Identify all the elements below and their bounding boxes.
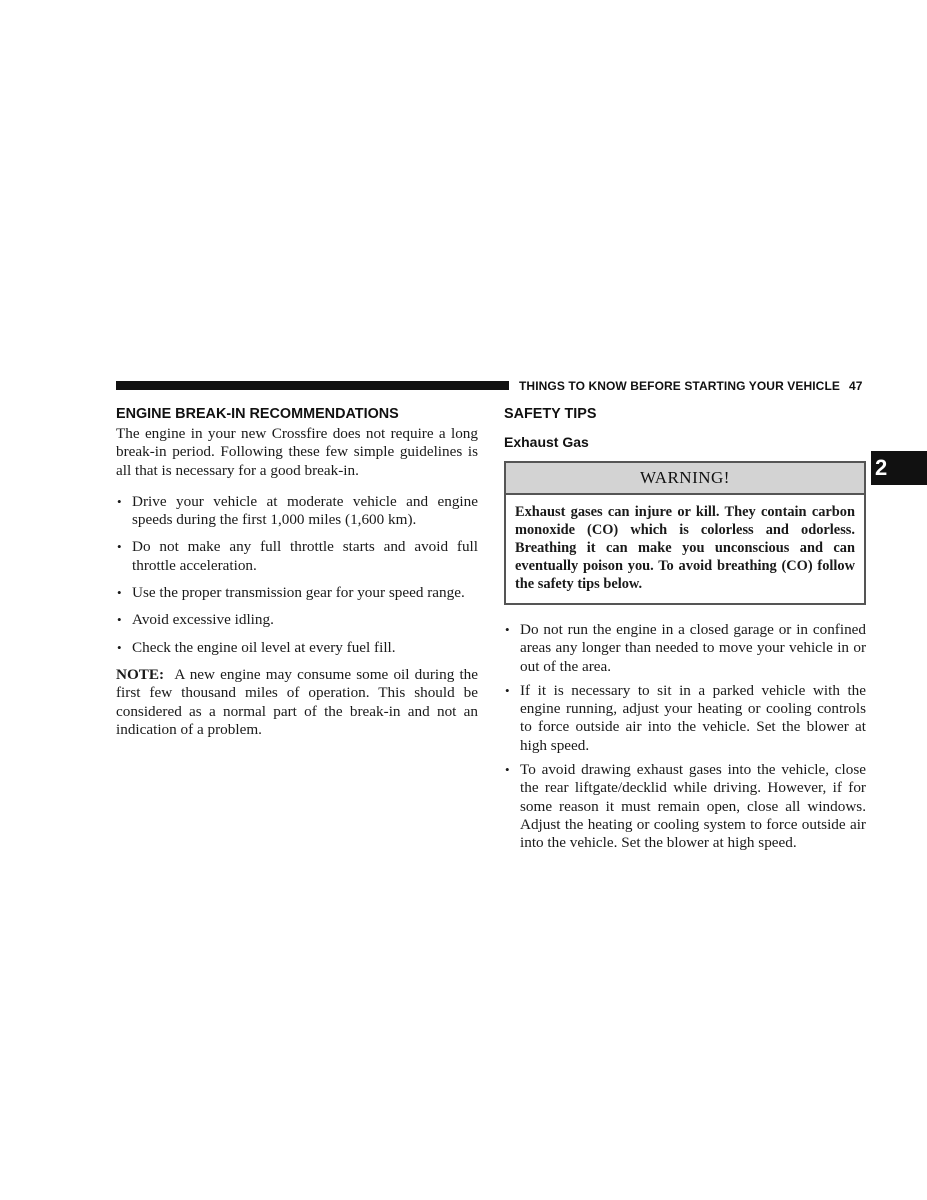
bullet-icon: • (117, 612, 122, 628)
list-item: • To avoid drawing exhaust gases into the vehicle, close the rear liftgate/decklid while driving. However, if for some reason it must remain open, close all windows. Adjust the heating or cooling system to force outside air into the vehicle. Set the blower at high speed. (505, 761, 866, 852)
bullet-icon: • (505, 762, 510, 778)
list-item: • Drive your vehicle at moderate vehicle and engine speeds during the first 1,000 miles (1,600 km). (117, 492, 478, 529)
bullet-icon: • (505, 682, 510, 698)
bullet-icon: • (117, 539, 122, 555)
bullet-icon: • (117, 639, 122, 655)
right-column (504, 404, 866, 859)
warning-box (504, 461, 866, 605)
safety-bullet-list (504, 621, 866, 853)
running-title: THINGS TO KNOW BEFORE STARTING YOUR VEHICLE (519, 379, 840, 393)
list-item: • Check the engine oil level at every fuel fill. (117, 638, 396, 656)
list-item: • Do not make any full throttle starts and avoid full throttle acceleration. (117, 538, 478, 574)
note-paragraph (116, 666, 478, 739)
bullet-icon: • (117, 493, 122, 509)
section-heading-safety-tips: SAFETY TIPS (504, 406, 597, 422)
header-rule (116, 381, 509, 390)
subheading-exhaust-gas: Exhaust Gas (504, 434, 589, 450)
section-heading-engine-break-in: ENGINE BREAK-IN RECOMMENDATIONS (116, 406, 399, 422)
note-text: A new engine may consume some oil during the first few thousand miles of operation. This should be considered as a normal part of the break-in and not an indication of a problem. (116, 665, 478, 738)
page-number: 47 (848, 379, 863, 393)
intro-paragraph: The engine in your new Crossfire does not require a long break-in period. Following these few simple guidelines is all that is necessary for a good break-in. (116, 425, 478, 479)
bullet-icon: • (117, 585, 122, 601)
bullet-icon: • (505, 622, 510, 637)
note-label: NOTE: (116, 665, 165, 683)
list-item: • If it is necessary to sit in a parked vehicle with the engine running, adjust your heating or cooling controls to force outside air into the vehicle. Set the blower at high speed. (505, 681, 866, 754)
list-item: • Use the proper transmission gear for your speed range. (117, 584, 465, 602)
running-header (519, 379, 863, 393)
warning-text: Exhaust gases can injure or kill. They contain carbon monoxide (CO) which is colorless and odorless. Breathing it can make you unconscious and can eventually poison you. To avoid breathing (CO) follow the safety tips below. (515, 504, 855, 592)
break-in-bullet-list (116, 493, 478, 657)
left-column (116, 404, 478, 739)
chapter-tab: 2 (871, 451, 927, 485)
warning-title: WARNING! (506, 463, 864, 495)
list-item: • Do not run the engine in a closed garage or in confined areas any longer than needed to move your vehicle in or out of the area. (505, 621, 866, 675)
list-item: • Avoid excessive idling. (117, 611, 274, 629)
